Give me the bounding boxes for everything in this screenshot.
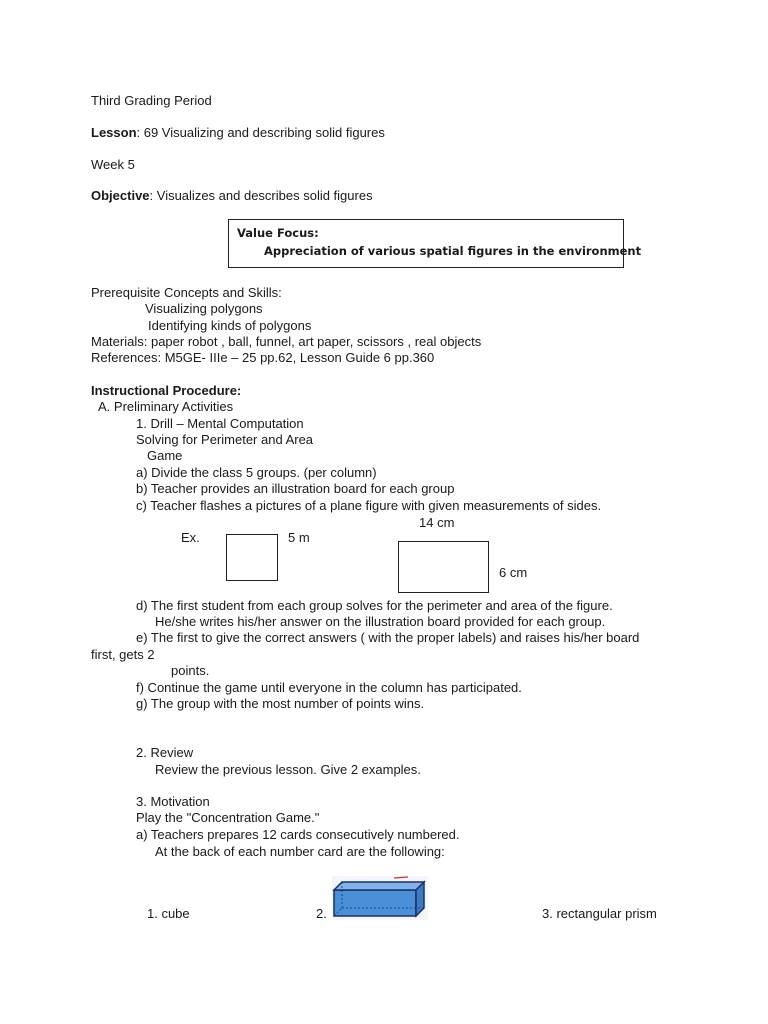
step-g: g) The group with the most number of points wins.: [136, 696, 425, 711]
example-label: Ex.: [181, 530, 200, 545]
grading-period: Third Grading Period: [91, 93, 212, 108]
card-1: 1. cube: [147, 906, 190, 921]
materials-line: Materials: paper robot , ball, funnel, art paper, scissors , real objects: [91, 334, 482, 349]
step-f: f) Continue the game until everyone in the column has participated.: [136, 680, 522, 695]
motivation-step-a: a) Teachers prepares 12 cards consecutively numbered.: [136, 827, 460, 842]
section-a: A. Preliminary Activities: [98, 399, 234, 414]
review-text: Review the previous lesson. Give 2 examples.: [155, 762, 421, 777]
rect-width-label: 14 cm: [419, 515, 455, 530]
value-focus-box: [228, 219, 642, 268]
procedure-heading: Instructional Procedure:: [91, 383, 242, 398]
step-b: b) Teacher provides an illustration board for each group: [136, 481, 455, 496]
objective-text: : Visualizes and describes solid figures: [149, 188, 373, 203]
step-d: d) The first student from each group solves for the perimeter and area of the figure.: [136, 598, 613, 613]
step-e-points: points.: [171, 663, 210, 678]
week-label: Week 5: [91, 157, 135, 172]
game-label: Game: [147, 448, 183, 463]
step-e-cont: first, gets 2: [91, 647, 155, 662]
drill-subtitle: Solving for Perimeter and Area: [136, 432, 314, 447]
rectangular-prism-image: [332, 876, 428, 920]
step-d-cont: He/she writes his/her answer on the illustration board provided for each group.: [155, 614, 606, 629]
example-square: [226, 534, 278, 581]
lesson-line: [91, 125, 385, 141]
card-3: 3. rectangular prism: [542, 906, 657, 921]
example-rectangle: [398, 541, 489, 593]
card-2: 2.: [316, 906, 327, 921]
value-focus-title: Value Focus:: [237, 226, 319, 240]
lesson-label: Lesson: [91, 125, 137, 140]
step-e: e) The first to give the correct answers ( with the proper labels) and raises his/her board: [136, 630, 640, 645]
prerequisite-item: Identifying kinds of polygons: [148, 318, 312, 333]
lesson-text: : 69 Visualizing and describing solid figures: [136, 125, 385, 140]
prerequisites-heading: Prerequisite Concepts and Skills:: [91, 285, 282, 300]
drill-title: 1. Drill – Mental Computation: [136, 416, 304, 431]
rect-height-label: 6 cm: [499, 565, 528, 580]
objective-label: Objective: [91, 188, 150, 203]
motivation-text: Play the "Concentration Game.": [136, 810, 320, 825]
references-line: References: M5GE- IIIe – 25 pp.62, Lesson Guide 6 pp.360: [91, 350, 435, 365]
value-focus-text: Appreciation of various spatial figures in the environment: [264, 244, 642, 258]
square-side-label: 5 m: [288, 530, 310, 545]
prerequisite-item: Visualizing polygons: [145, 301, 263, 316]
review-title: 2. Review: [136, 745, 194, 760]
step-a: a) Divide the class 5 groups. (per column): [136, 465, 377, 480]
step-c: c) Teacher flashes a pictures of a plane figure with given measurements of sides.: [136, 498, 602, 513]
motivation-step-a-cont: At the back of each number card are the following:: [155, 844, 445, 859]
objective-line: [91, 188, 373, 204]
motivation-title: 3. Motivation: [136, 794, 210, 809]
